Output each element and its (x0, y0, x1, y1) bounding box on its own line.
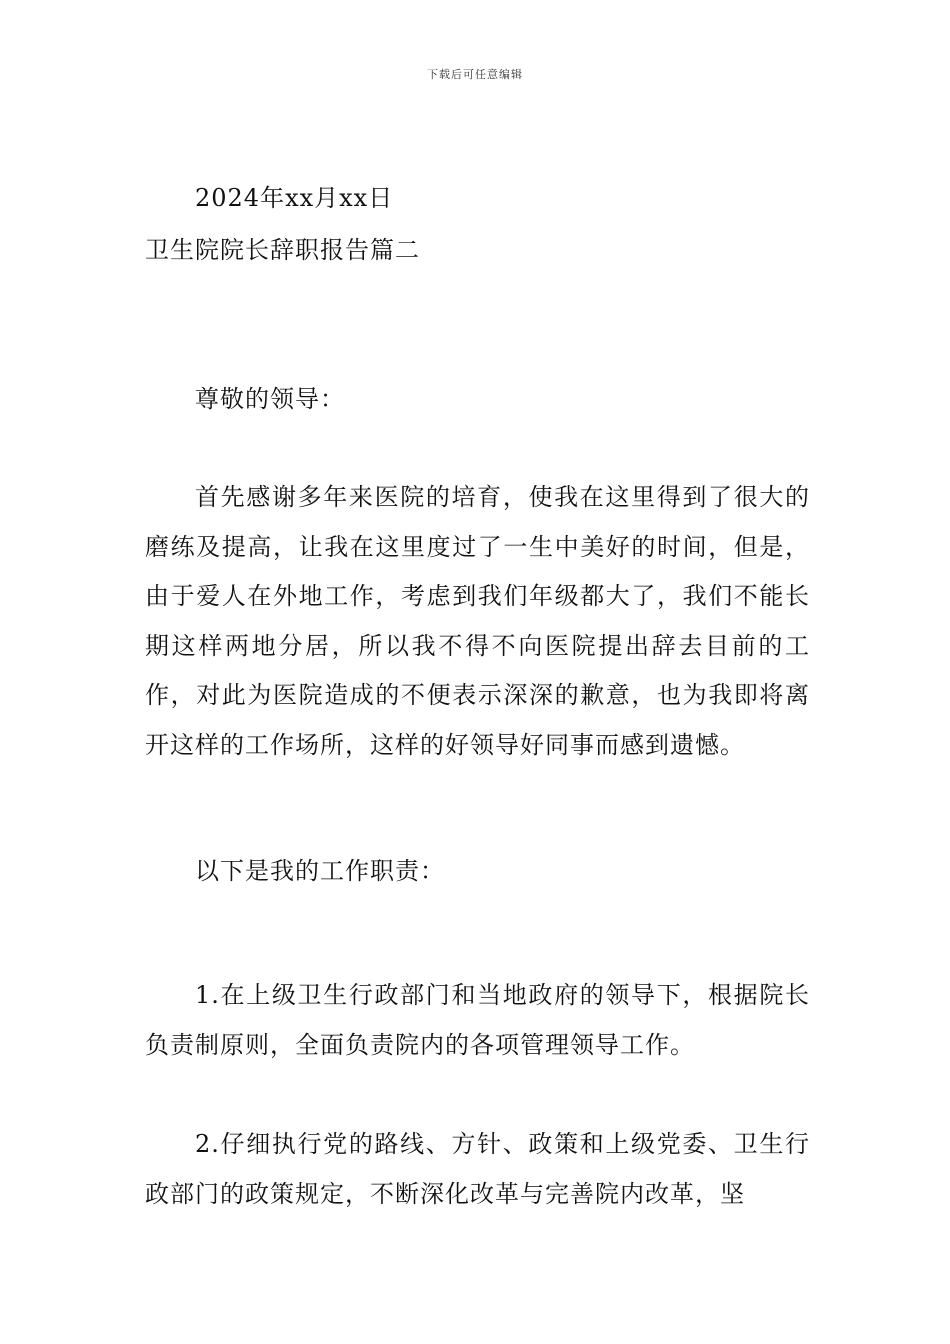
document-date: 2024年xx月xx日 (195, 184, 394, 212)
document-title: 卫生院院长辞职报告篇二 (145, 236, 420, 264)
duty-item-1: 1.在上级卫生行政部门和当地政府的领导下，根据院长负责制原则，全面负责院内的各项管理领导工作。 (145, 981, 810, 1059)
salutation: 尊敬的领导： (195, 385, 345, 413)
paragraph-gratitude: 首先感谢多年来医院的培育，使我在这里得到了很大的磨练及提高，让我在这里度过了一生中美好的时间，但是，由于爱人在外地工作，考虑到我们年级都大了，我们不能长期这样两地分居，所以我不得不向医院提出辞去目前的工作，对此为医院造成的不便表示深深的歉意，也为我即将离开这样的工作场所，这样的好领导好同事而感到遗憾。 (145, 483, 810, 759)
header-note: 下载后可任意编辑 (427, 68, 523, 81)
duties-intro: 以下是我的工作职责： (195, 857, 445, 885)
duty-item-2: 2.仔细执行党的路线、方针、政策和上级党委、卫生行政部门的政策规定，不断深化改革与完善院内改革，坚 (145, 1130, 810, 1208)
